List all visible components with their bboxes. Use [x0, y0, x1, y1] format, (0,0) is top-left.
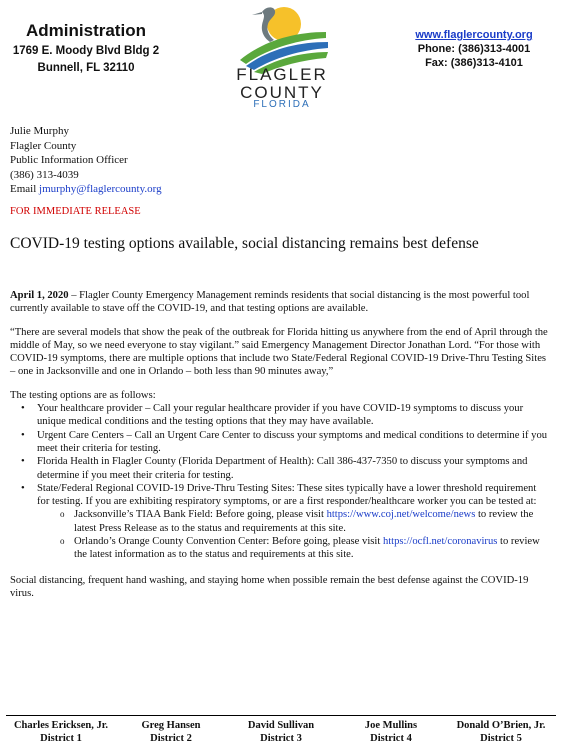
list-item: [21, 429, 550, 456]
testing-options-list: [10, 402, 550, 562]
department-title: Administration: [26, 21, 146, 40]
media-contact: [10, 124, 162, 197]
commissioners-footer: [6, 715, 556, 745]
contact-title: Public Information Officer: [10, 154, 128, 167]
option-text: Florida Health in Flagler County (Florida Department of Health): Call 386-437-7350 to discuss your symptoms and determine if you meet their criteria for testing.: [37, 456, 528, 481]
release-notice: FOR IMMEDIATE RELEASE: [10, 206, 141, 217]
site-text: Jacksonville’s TIAA Bank Field: Before going, please visit: [74, 509, 327, 521]
contact-name: Julie Murphy: [10, 125, 69, 137]
coj-news-link[interactable]: https://www.coj.net/welcome/news: [326, 509, 476, 521]
ocfl-coronavirus-link[interactable]: https://ocfl.net/coronavirus: [382, 536, 498, 548]
commissioner-name: Greg Hansen: [141, 720, 201, 731]
sub-bullet-icon: o: [60, 536, 65, 547]
address-line-2: Bunnell, FL 32110: [37, 62, 135, 74]
testing-sites-list: [37, 508, 550, 561]
option-text: State/Federal Regional COVID-19 Drive-Thru Testing Sites: These sites typically have a lower threshold requirement for testing. If you are exhibiting respiratory symptoms, or are a first responder/healthcare worker you can be tested at:: [37, 482, 537, 508]
commissioner-district: District 2: [150, 733, 192, 744]
commissioner-district: District 3: [260, 733, 302, 744]
commissioner: [446, 719, 556, 745]
commissioner: [6, 719, 116, 745]
header-address-block: [6, 20, 166, 76]
logo-text-county: COUNTY: [240, 83, 324, 102]
logo-text-flagler: FLAGLER: [236, 65, 328, 84]
commissioner-name: Joe Mullins: [364, 720, 418, 731]
commissioner-district: District 4: [370, 733, 412, 744]
contact-email-line: [10, 182, 162, 197]
paragraph-1-text: – Flagler County Emergency Management reminds residents that social distancing is the most powerful tool currently available to stave off the COVID-19, and that testing options are available.: [10, 290, 530, 315]
commissioner-name: Charles Ericksen, Jr.: [13, 720, 109, 731]
paragraph-1: [10, 289, 550, 316]
bullet-icon: •: [21, 429, 25, 441]
commissioner: [336, 719, 446, 745]
list-item: [21, 482, 550, 562]
closing-paragraph: Social distancing, frequent hand washing, and staying home when possible remain the best defense against the COVID-19 virus.: [10, 574, 529, 599]
commissioner: [226, 719, 336, 745]
email-label: Email: [10, 183, 40, 196]
commissioner-name: David Sullivan: [247, 720, 315, 731]
commissioner-district: District 1: [40, 733, 82, 744]
options-intro: The testing options are as follows:: [10, 389, 156, 401]
phone-number: Phone: (386)313-4001: [417, 43, 531, 55]
press-release-body: [10, 289, 550, 610]
commissioner-district: District 5: [480, 733, 522, 744]
site-text: Orlando’s Orange County Convention Center: Before going, please visit: [74, 536, 383, 548]
contact-org: Flagler County: [10, 139, 77, 152]
website-link[interactable]: www.flaglercounty.org: [415, 29, 533, 41]
commissioner: [116, 719, 226, 745]
paragraph-2: “There are several models that show the peak of the outbreak for Florida hitting us anywhere from the end of April through the middle of May, so we need everyone to stay vigilant.” said Emergency Management Director Jonathan Lord. “For those with COVID-19 symptoms, there are multiple options that include two State/Federal Regional COVID-19 Drive-Thru Testing Sites – one in Jacksonville and one in Orlando – both less than 90 minutes away,”: [10, 326, 548, 378]
list-item: [21, 455, 550, 482]
list-item: [60, 535, 550, 562]
press-release-headline: COVID-19 testing options available, social distancing remains best defense: [10, 235, 479, 252]
commissioner-name: Donald O’Brien, Jr.: [456, 720, 546, 731]
email-link[interactable]: jmurphy@flaglercounty.org: [39, 183, 162, 196]
bullet-icon: •: [21, 482, 25, 494]
bullet-icon: •: [21, 456, 25, 468]
site-text: to review the latest information as to the status and requirements at this site.: [74, 536, 540, 561]
address-line-1: 1769 E. Moody Blvd Bldg 2: [12, 45, 160, 57]
option-text: Your healthcare provider – Call your regular healthcare provider if you have COVID-19 symptoms to discuss your unique medical conditions and the testing options that they may have available.: [37, 403, 524, 428]
contact-phone: (386) 313-4039: [10, 168, 79, 181]
option-text: Urgent Care Centers – Call an Urgent Care Center to discuss your symptoms and medical conditions to determine if you meet their criteria for testing.: [37, 429, 548, 454]
fax-number: Fax: (386)313-4101: [425, 57, 523, 69]
site-text: to review the latest Press Release as to the status and requirements at this site.: [74, 509, 534, 534]
list-item: [60, 508, 550, 535]
header-contact-block: [394, 28, 554, 70]
sub-bullet-icon: o: [60, 509, 65, 520]
logo-text-florida: FLORIDA: [253, 99, 311, 110]
list-item: [21, 402, 550, 429]
bullet-icon: •: [21, 403, 25, 415]
release-date: April 1, 2020: [10, 290, 69, 301]
